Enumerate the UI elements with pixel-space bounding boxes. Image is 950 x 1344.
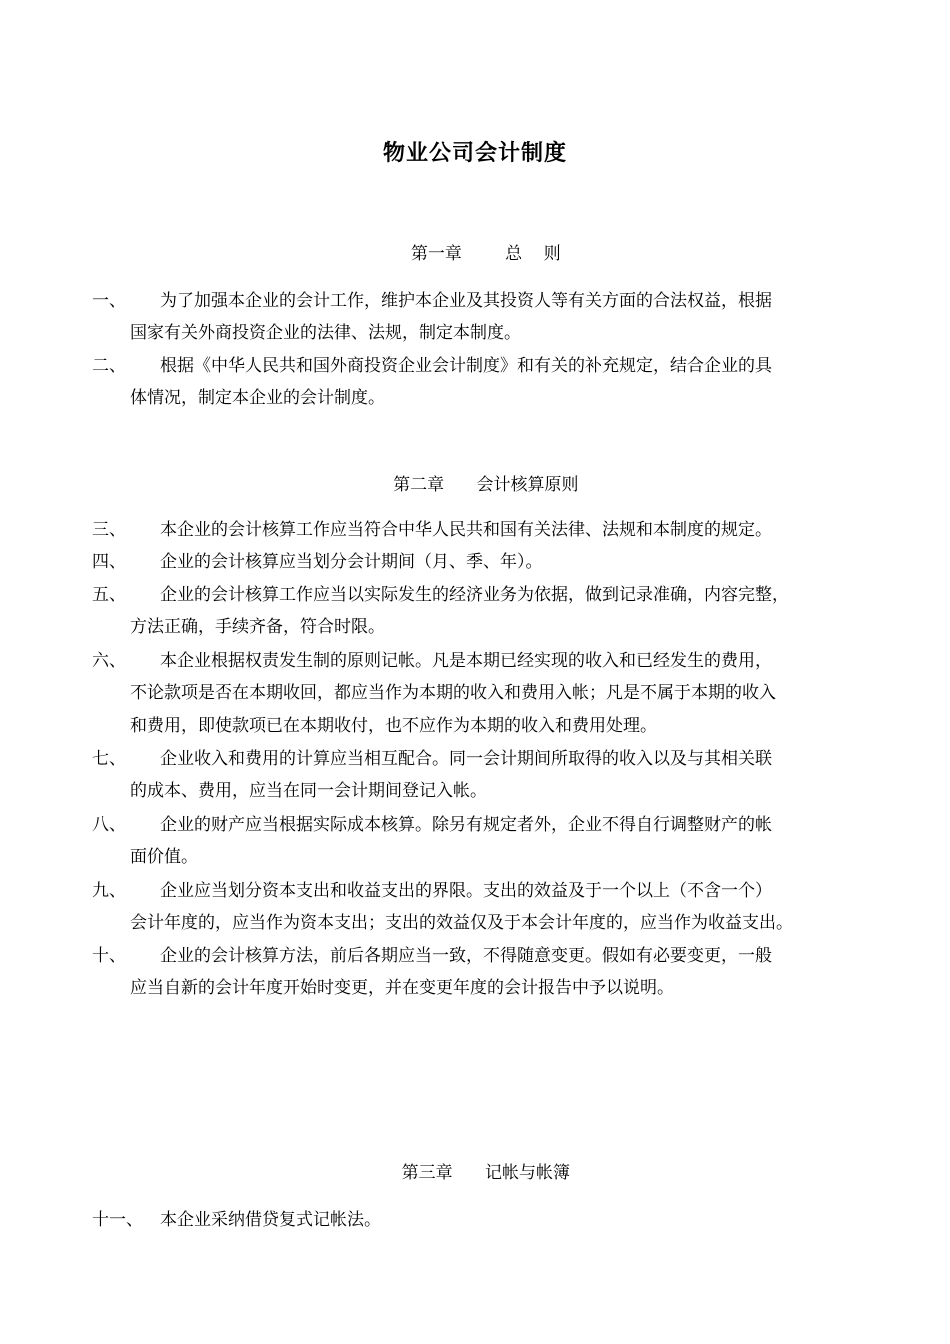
article-text: 本企业根据权责发生制的原则记帐。凡是本期已经实现的收入和已经发生的费用， xyxy=(160,651,772,671)
chapter-heading xyxy=(0,219,950,284)
article-text: 方法正确，手续齐备，符合时限。 xyxy=(130,617,385,637)
chapter-label: 第二章 xyxy=(393,475,445,495)
article-number: 十、 xyxy=(92,946,126,966)
article-text: 企业收入和费用的计算应当相互配合。同一会计期间所取得的收入以及与其相关联 xyxy=(160,749,772,769)
document-title: 物业公司会计制度 xyxy=(382,141,567,166)
article-text: 面价值。 xyxy=(130,847,198,867)
article-number: 五、 xyxy=(92,585,126,605)
article-number: 一、 xyxy=(92,291,126,311)
article-number: 八、 xyxy=(92,815,126,835)
article-text: 根据《中华人民共和国外商投资企业会计制度》和有关的补充规定，结合企业的具 xyxy=(160,356,772,376)
article-text: 本企业的会计核算工作应当符合中华人民共和国有关法律、法规和本制度的规定。 xyxy=(160,520,772,540)
chapter-label: 第三章 xyxy=(401,1163,453,1183)
article-number: 十一、 xyxy=(92,1210,143,1230)
article-text: 国家有关外商投资企业的法律、法规，制定本制度。 xyxy=(130,323,521,343)
chapter-heading xyxy=(0,450,950,515)
chapter-name: 总 则 xyxy=(505,244,561,264)
article-text: 本企业采纳借贷复式记帐法。 xyxy=(160,1210,381,1230)
article-number: 四、 xyxy=(92,552,126,572)
article-number: 九、 xyxy=(92,881,126,901)
article-text: 企业的财产应当根据实际成本核算。除另有规定者外，企业不得自行调整财产的帐 xyxy=(160,815,772,835)
article-text: 为了加强本企业的会计工作，维护本企业及其投资人等有关方面的合法权益，根据 xyxy=(160,291,772,311)
article-text: 企业的会计核算应当划分会计期间（月、季、年）。 xyxy=(160,552,543,572)
article-text: 会计年度的，应当作为资本支出；支出的效益仅及于本会计年度的，应当作为收益支出。 xyxy=(130,913,793,933)
article-number: 三、 xyxy=(92,520,126,540)
article-text: 体情况，制定本企业的会计制度。 xyxy=(130,388,385,408)
article-text: 的成本、费用，应当在同一会计期间登记入帐。 xyxy=(130,781,487,801)
article-text: 和费用，即使款项已在本期收付，也不应作为本期的收入和费用处理。 xyxy=(130,716,657,736)
chapter-name: 记帐与帐簿 xyxy=(485,1163,571,1183)
article-text: 企业的会计核算工作应当以实际发生的经济业务为依据，做到记录准确，内容完整， xyxy=(160,585,789,605)
article-number: 二、 xyxy=(92,356,126,376)
article-text: 不论款项是否在本期收回，都应当作为本期的收入和费用入帐；凡是不属于本期的收入 xyxy=(130,683,776,703)
article-number: 六、 xyxy=(92,651,126,671)
article-text: 企业的会计核算方法，前后各期应当一致，不得随意变更。假如有必要变更，一般 xyxy=(160,946,772,966)
article-text: 应当自新的会计年度开始时变更，并在变更年度的会计报告中予以说明。 xyxy=(130,978,674,998)
article-text: 企业应当划分资本支出和收益支出的界限。支出的效益及于一个以上（不含一个） xyxy=(160,881,772,901)
chapter-name: 会计核算原则 xyxy=(476,475,579,495)
chapter-label: 第一章 xyxy=(410,244,462,264)
chapter-heading xyxy=(0,1138,950,1203)
article-number: 七、 xyxy=(92,749,126,769)
